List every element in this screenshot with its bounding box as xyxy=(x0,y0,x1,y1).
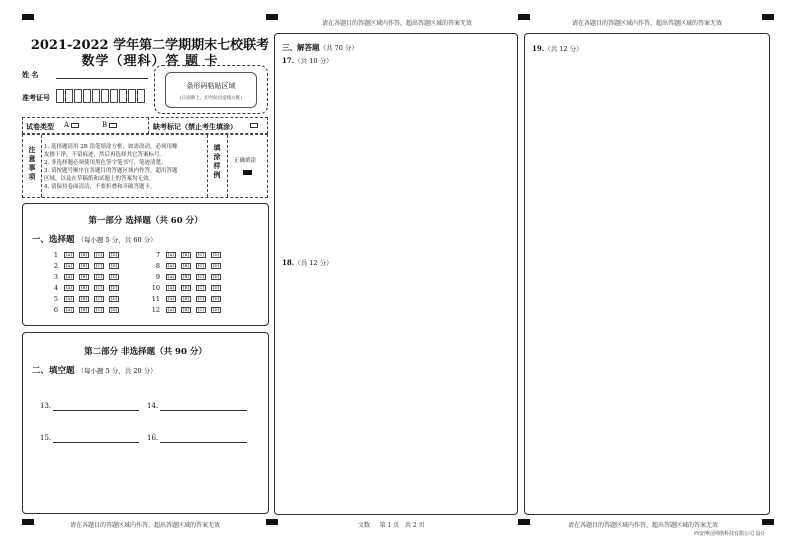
choice-option-d[interactable]: [D] xyxy=(110,307,118,312)
choice-option-b[interactable]: [B] xyxy=(182,296,190,301)
paper-type-a-box[interactable] xyxy=(71,123,79,128)
choice-option-d[interactable]: [D] xyxy=(110,285,118,290)
choice-question-number: 3 xyxy=(53,273,58,281)
q17-label: 17. xyxy=(282,56,295,65)
choice-option-d[interactable]: [D] xyxy=(212,296,220,301)
choice-option-b[interactable]: [B] xyxy=(80,296,88,301)
q15-answer-line[interactable] xyxy=(53,442,139,443)
q17-heading xyxy=(282,56,333,65)
notes-divider xyxy=(207,135,208,197)
paper-type-a-label: A xyxy=(64,121,70,129)
part3-section: 三、解答题 xyxy=(282,43,320,52)
choice-option-a[interactable]: [A] xyxy=(167,285,174,290)
part1-section-note: （每小题 5 分，共 60 分） xyxy=(77,236,157,244)
choice-option-b[interactable]: [B] xyxy=(80,274,88,279)
barcode-title: 条形码粘贴区域 xyxy=(186,82,236,90)
notes-title: 注意事项 xyxy=(28,146,37,182)
choice-option-c[interactable]: [C] xyxy=(95,296,103,301)
notes-divider xyxy=(41,135,42,197)
choice-option-d[interactable]: [D] xyxy=(212,307,220,312)
registration-mark xyxy=(266,14,278,20)
q19-note: （共 12 分） xyxy=(544,45,583,53)
q17-note: （共 10 分） xyxy=(294,57,333,65)
choice-question-number: 7 xyxy=(155,251,160,259)
paper-type-b-box[interactable] xyxy=(109,123,117,128)
footer-page: 第 1 页 xyxy=(379,522,400,529)
choice-option-d[interactable]: [D] xyxy=(110,296,118,301)
name-field[interactable] xyxy=(56,78,148,79)
exam-id-label: 准考证号 xyxy=(22,93,50,102)
choice-question-number: 10 xyxy=(151,284,160,292)
paper-type-b-option[interactable] xyxy=(102,121,117,129)
correct-fill-label: 正确填涂 xyxy=(234,158,257,164)
part2-section: 二、填空题 xyxy=(32,366,75,376)
choice-option-a[interactable]: [A] xyxy=(167,252,174,257)
choice-option-c[interactable]: [C] xyxy=(197,296,205,301)
choice-question-number: 2 xyxy=(53,262,58,270)
choice-option-b[interactable]: [B] xyxy=(182,307,190,312)
barcode-inner-box xyxy=(165,72,257,108)
choice-option-d[interactable]: [D] xyxy=(212,252,220,257)
q18-note: （共 12 分） xyxy=(294,259,333,267)
part2-box xyxy=(22,332,269,514)
q18-heading xyxy=(282,258,333,267)
choice-option-a[interactable]: [A] xyxy=(167,307,174,312)
choice-option-c[interactable]: [C] xyxy=(197,263,205,268)
row-divider xyxy=(148,117,149,134)
note-line: 区域，以及在草稿纸和试题上的答案均无效。 xyxy=(44,176,155,182)
barcode-hint: (正面朝上，切勿贴出虚线方框) xyxy=(179,96,242,101)
sample-label: 填涂样例 xyxy=(213,144,222,180)
note-line: 皮擦干净，不留痕迹，然后再选择其它答案标号。 xyxy=(44,152,166,158)
choice-option-a[interactable]: [A] xyxy=(167,296,174,301)
q14-label: 14. xyxy=(147,402,159,410)
top-notice-right: 请在各题目的答题区域内作答，超出答题区域的答案无效 xyxy=(572,20,723,27)
choice-option-a[interactable]: [A] xyxy=(65,274,72,279)
footer-subject: 文数 xyxy=(358,522,371,529)
choice-option-c[interactable]: [C] xyxy=(95,263,103,268)
choice-option-b[interactable]: [B] xyxy=(80,263,88,268)
notes-divider xyxy=(227,135,228,197)
choice-option-a[interactable]: [A] xyxy=(65,285,72,290)
part1-section-heading xyxy=(32,233,157,245)
choice-option-d[interactable]: [D] xyxy=(110,263,118,268)
note-line: 1. 选择题请用 2B 铅笔填涂方框，如需改动，必须用橡 xyxy=(44,144,178,150)
q18-label: 18. xyxy=(282,258,295,267)
exam-title: 2021-2022 学年第二学期期末七校联考 xyxy=(30,38,270,53)
choice-option-a[interactable]: [A] xyxy=(167,263,174,268)
part2-section-heading xyxy=(32,364,157,376)
choice-option-c[interactable]: [C] xyxy=(95,252,103,257)
exam-subject-title: 数学（理科）答 题 卡 xyxy=(81,54,219,69)
choice-option-a[interactable]: [A] xyxy=(65,307,72,312)
choice-option-c[interactable]: [C] xyxy=(197,307,205,312)
q19-heading xyxy=(532,44,583,53)
q13-label: 13. xyxy=(40,402,52,410)
choice-option-d[interactable]: [D] xyxy=(110,274,118,279)
part2-section-note: （每小题 5 分，共 20 分） xyxy=(77,367,157,375)
choice-option-b[interactable]: [B] xyxy=(80,252,88,257)
bottom-notice-left: 请在各题目的答题区域内作答，超出答题区域的答案无效 xyxy=(70,522,221,529)
registration-mark xyxy=(22,14,34,20)
absent-label: 缺考标记（禁止考生填涂） xyxy=(153,122,237,131)
choice-option-c[interactable]: [C] xyxy=(197,274,205,279)
part3-middle-panel[interactable] xyxy=(274,33,518,515)
choice-option-a[interactable]: [A] xyxy=(65,252,72,257)
part1-section: 一、选择题 xyxy=(32,235,75,245)
choice-option-c[interactable]: [C] xyxy=(95,274,103,279)
name-label: 姓 名 xyxy=(22,70,39,79)
choice-question-number: 9 xyxy=(155,273,160,281)
footer-company: 西安博冠网络科技有限公司 设计 xyxy=(694,531,766,537)
barcode-area xyxy=(154,65,268,114)
q15-label: 15. xyxy=(40,434,52,442)
choice-question-number: 4 xyxy=(53,284,58,292)
choice-option-b[interactable]: [B] xyxy=(182,263,190,268)
registration-mark xyxy=(518,519,530,525)
choice-question-number: 6 xyxy=(53,306,58,314)
choice-option-c[interactable]: [C] xyxy=(197,285,205,290)
part2-title: 第二部分 非选择题（共 90 分） xyxy=(84,347,207,357)
q16-answer-line[interactable] xyxy=(160,442,247,443)
choice-option-d[interactable]: [D] xyxy=(212,263,220,268)
registration-mark xyxy=(518,14,530,20)
choice-option-a[interactable]: [A] xyxy=(167,274,174,279)
note-line: 3. 请按题号顺序在各题目的答题区域内作答，超出答题 xyxy=(44,168,178,174)
choice-option-c[interactable]: [C] xyxy=(95,285,103,290)
correct-fill-sample xyxy=(243,170,252,175)
registration-mark xyxy=(266,519,278,525)
note-line: 4. 请保持卷面清洁，不要折叠和弄破答题卡。 xyxy=(44,184,156,190)
top-notice-middle: 请在各题目的答题区域内作答，超出答题区域的答案无效 xyxy=(322,20,473,27)
choice-option-d[interactable]: [D] xyxy=(212,274,220,279)
registration-mark xyxy=(762,14,774,20)
choice-option-c[interactable]: [C] xyxy=(197,252,205,257)
choice-option-b[interactable]: [B] xyxy=(182,285,190,290)
q13-answer-line[interactable] xyxy=(53,410,139,411)
part1-title: 第一部分 选择题（共 60 分） xyxy=(88,216,203,226)
choice-option-d[interactable]: [D] xyxy=(110,252,118,257)
choice-option-b[interactable]: [B] xyxy=(80,307,88,312)
choice-question-number: 11 xyxy=(151,295,160,303)
paper-type-a-option[interactable] xyxy=(64,121,79,129)
registration-mark xyxy=(22,519,34,525)
q14-answer-line[interactable] xyxy=(160,410,247,411)
choice-question-number: 1 xyxy=(53,251,58,259)
choice-option-d[interactable]: [D] xyxy=(212,285,220,290)
note-line: 2. 非选择题必须使用黑色签字笔书写，笔迹清楚。 xyxy=(44,160,167,166)
choice-option-c[interactable]: [C] xyxy=(95,307,103,312)
choice-option-b[interactable]: [B] xyxy=(182,274,190,279)
choice-question-number: 12 xyxy=(151,306,160,314)
choice-option-b[interactable]: [B] xyxy=(182,252,190,257)
paper-type-label: 试卷类型 xyxy=(26,122,54,131)
choice-question-number: 8 xyxy=(155,262,160,270)
footer-total: 共 2 页 xyxy=(404,522,425,529)
paper-type-b-label: B xyxy=(102,121,108,129)
q19-right-panel[interactable] xyxy=(524,33,770,515)
registration-mark xyxy=(762,519,774,525)
q16-label: 16. xyxy=(147,434,159,442)
choice-option-a[interactable]: [A] xyxy=(65,263,72,268)
part3-section-note: （共 70 分） xyxy=(319,44,358,52)
choice-option-a[interactable]: [A] xyxy=(65,296,72,301)
absent-box[interactable] xyxy=(250,123,258,128)
part3-section-heading xyxy=(282,42,358,53)
choice-question-number: 5 xyxy=(53,295,58,303)
choice-option-b[interactable]: [B] xyxy=(80,285,88,290)
q19-label: 19. xyxy=(532,44,545,53)
bottom-notice-right: 请在各题目的答题区域内作答，超出答题区域的答案无效 xyxy=(568,522,719,529)
footer-page-info xyxy=(358,520,425,529)
